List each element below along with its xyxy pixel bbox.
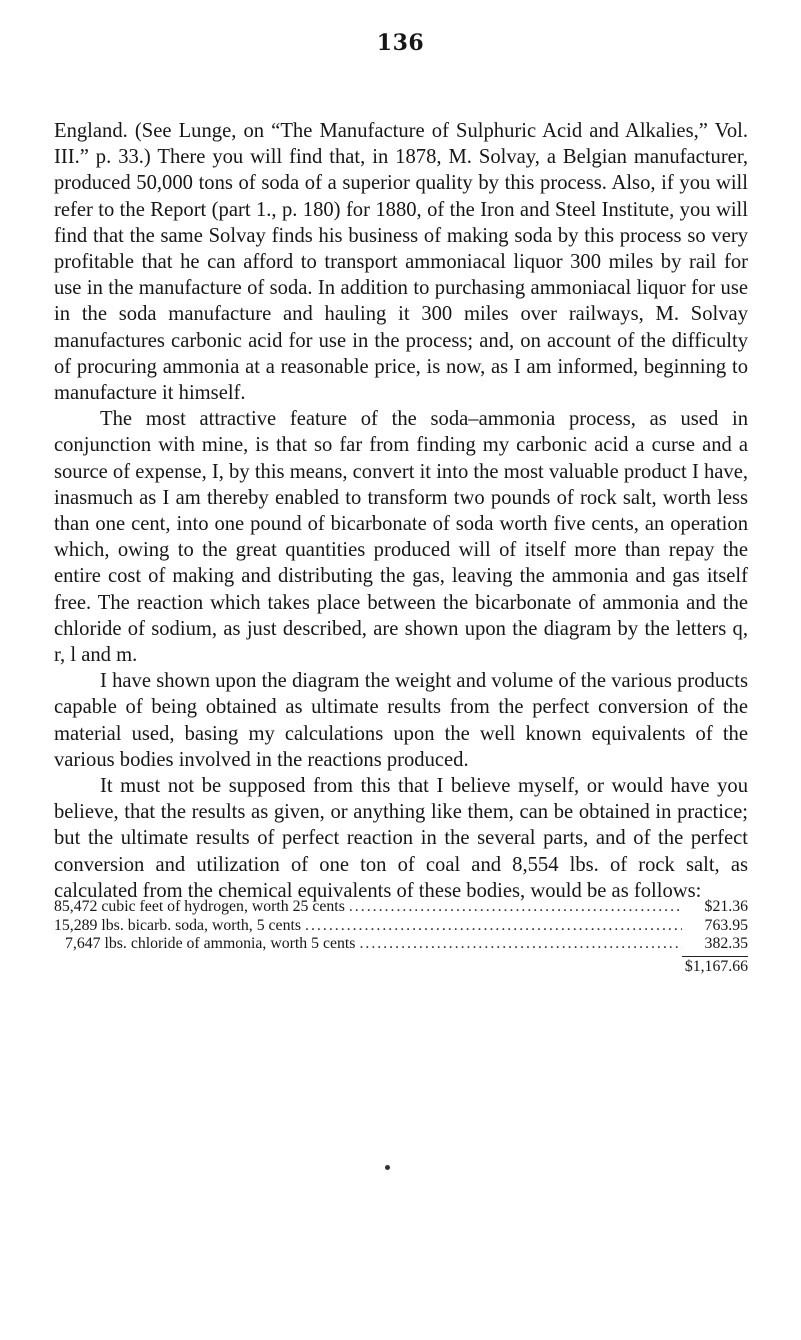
ledger-description: 7,647 lbs. chloride of ammonia, worth 5 cents: [65, 935, 356, 952]
ledger-total-row: [54, 957, 748, 977]
ledger-total: $1,167.66: [684, 957, 748, 975]
ledger-amount: 382.35: [704, 935, 748, 952]
dot-leader: [359, 935, 682, 954]
body-text: [54, 118, 748, 904]
paragraph-3: I have shown upon the diagram the weight and volume of the various products capable of being obtained as ultimate results from the perfect conversion of the material used, basing my calculations upon the well known equivalents of the various bodies involved in the reactions produced.: [54, 670, 748, 771]
printer-dot-mark: [385, 1165, 390, 1170]
page-number: 136: [376, 30, 425, 56]
dot-leader: [349, 898, 682, 917]
paragraph-4: It must not be supposed from this that I believe myself, or would have you believe, that the results as given, or anything like them, can be obtained in practice; but the ultimate results of perfect reaction in the several parts, and of the perfect conversion and utilization of one ton of coal and 8,554 lbs. of rock salt, as calculated from the chemical equivalents of these bodies, would be as follows:: [54, 775, 748, 902]
ledger-row-chloride: [54, 935, 748, 954]
ledger-amount: 763.95: [704, 916, 748, 934]
paragraph-1: England. (See Lunge, on “The Manufacture of Sulphuric Acid and Alkalies,” Vol. III.” p. 33.) There you will find that, in 1878, M. Solvay, a Belgian manufacturer, produced 50,000 tons of soda of a superior quality by this process. Also, if you will refer to the Report (part 1., p. 180) for 1880, of the Iron and Steel Institute, you will find that the same Solvay finds his business of making soda by this process so very profitable that he can afford to transport ammoniacal liquor 300 miles by rail for use in the manufacture of soda. In addition to purchasing ammoniacal liquor for use in the soda manufacture and hauling it 300 miles over railways, M. Solvay manufactures carbonic acid for use in the process; and, on account of the difficulty of procuring ammonia at a reasonable price, is now, as I am informed, beginning to manufacture it himself.: [54, 120, 748, 405]
ledger-description: 85,472 cubic feet of hydrogen, worth 25 cents: [54, 898, 345, 915]
paragraph-2: The most attractive feature of the soda–ammonia process, as used in conjunction with mine, is that so far from finding my carbonic acid a curse and a source of expense, I, by this means, convert it into the most valuable product I have, inasmuch as I am thereby enabled to transform two pounds of rock salt, worth less than one cent, into one pound of bicarbonate of soda worth five cents, an operation which, owing to the great quantities produced will of itself more than repay the entire cost of making and distributing the gas, leaving the ammonia and gas itself free. The reaction which takes place between the bicarbonate of ammonia and the chloride of sodium, as just described, are shown upon the diagram by the letters q, r, l and m.: [54, 408, 748, 667]
ledger-row-hydrogen: [54, 898, 748, 917]
dot-leader: [305, 917, 682, 936]
ledger-description: 15,289 lbs. bicarb. soda, worth, 5 cents: [54, 916, 302, 934]
value-ledger: [54, 898, 748, 977]
ledger-row-bicarbonate: [54, 917, 748, 936]
ledger-amount: $21.36: [704, 898, 748, 915]
